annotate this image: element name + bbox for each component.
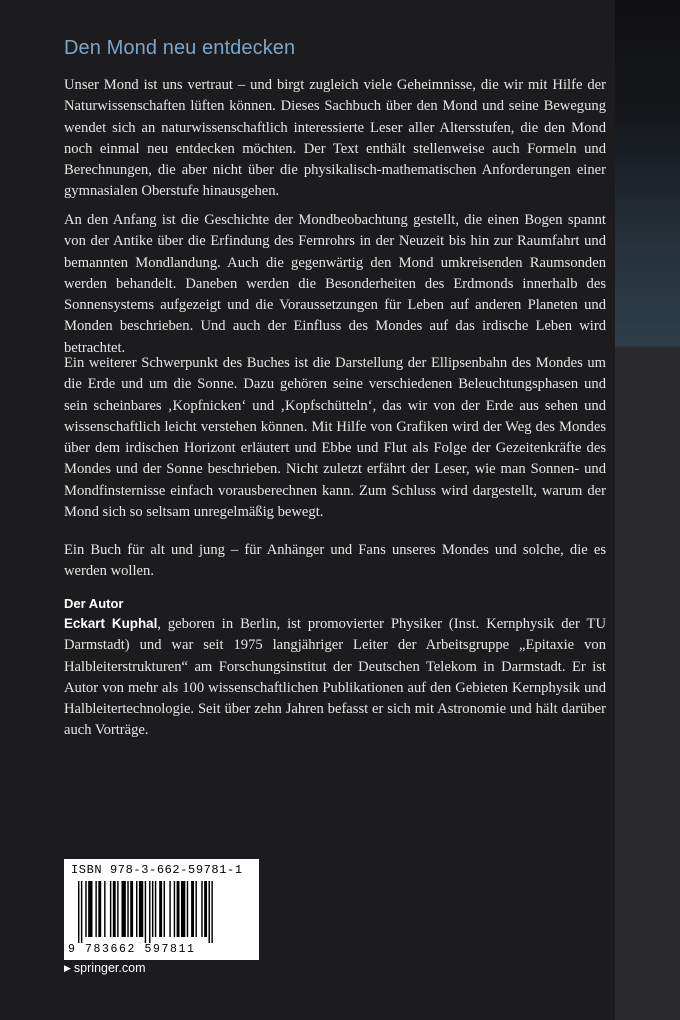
barcode-bar — [149, 881, 150, 943]
barcode-bar — [169, 881, 170, 937]
barcode-bar — [78, 881, 79, 943]
barcode-bar — [104, 881, 105, 937]
barcode-bar — [181, 881, 185, 937]
barcode-bar — [98, 881, 101, 937]
barcode-bar — [195, 881, 196, 937]
barcode-digits: 9 783662 597811 — [68, 943, 196, 956]
barcode-bar — [174, 881, 175, 937]
page-title: Den Mond neu entdecken — [64, 37, 296, 59]
barcode-bar — [110, 881, 111, 937]
barcode-bar — [139, 881, 143, 937]
publisher-link[interactable] — [64, 961, 145, 975]
arrow-right-icon: ▶ — [64, 963, 71, 973]
barcode-bar — [117, 881, 118, 937]
barcode-bar — [130, 881, 133, 937]
barcode-bar — [81, 881, 82, 943]
blurb-paragraph-2: An den Anfang ist die Geschichte der Mondbeobachtung gestellt, die einen Bogen spannt von der Antike über die Erfindung des Fernrohrs in der Neuzeit bis hin zur Raumfahrt und bemannten Mondlandung. Auch die gegenwärtig den Mond umkreisenden Raumsonden werden behandelt. Daneben werden die Besonderheiten des Erdmonds innerhalb des Sonnensystems aufgezeigt und die Voraussetzungen für Leben auf anderen Planeten und Monden beschrieben. Und auch der Einfluss des Mondes auf das irdische Leben wird betrachtet. — [64, 212, 606, 356]
barcode-bar — [88, 881, 92, 937]
author-bio — [64, 613, 606, 742]
isbn-barcode — [64, 859, 259, 960]
cover-edge-strip — [615, 0, 680, 1020]
barcode-bar — [201, 881, 202, 937]
barcode-bar — [191, 881, 194, 937]
barcode-bar — [136, 881, 137, 937]
blurb-paragraph-3: Ein weiterer Schwerpunkt des Buches ist die Darstellung der Ellipsenbahn des Mondes um die Erde und um die Sonne. Dazu gehören seine verschiedenen Beleuchtungsphasen und sein scheinbares ‚Kopfnicken‘ und ‚Kopfschütteln‘, das wir von der Erde aus sehen und wissenschaftlich leicht verstehen können. Mit Hilfe von Grafiken wird der Weg des Mondes über dem irdischen Horizont erläutert und Ebbe und Flut als Folge der Gezeitenkräfte des Mondes und der Sonne beschrieben. Nicht zuletzt erfährt der Leser, wie man Sonnen- und Mondfinsternisse einfach vorausberechnen kann. Zum Schluss wird dargestellt, warum der Mond sich so seltsam unregelmäßig bewegt. — [64, 355, 606, 521]
barcode-bar — [155, 881, 156, 937]
barcode-bar — [164, 881, 165, 937]
barcode-bar — [85, 881, 86, 937]
blurb-paragraph-1: Unser Mond ist uns vertraut – und birgt zugleich viele Geheimnisse, die wir mit Hilfe der Naturwissenschaften lüften können. Dieses Sachbuch über den Mond und seine Bewegung wendet sich an naturwissenschaftlich interessierte Leser aller Altersstufen, die den Mond noch einmal neu entdecken möchten. Der Text enthält stellenweise auch Formeln und Berechnungen, die aber nicht über die physikalisch-mathematischen Anforderungen einer gymnasialen Oberstufe hinausgehen. — [64, 77, 606, 200]
author-bio-text: , geboren in Berlin, ist promovierter Physiker (Inst. Kernphysik der TU Darmstadt) und war seit 1975 langjähriger Leiter der Arbeitsgruppe „Epitaxie von Halbleiterstrukturen“ am Forschungsinstitut der Deutschen Telekom in Darmstadt. Er ist Autor von mehr als 100 wissenschaftlichen Publikationen auf den Gebieten Kernphysik und Halbleitertechnologie. Seit über zehn Jahren befasst er sich mit Astronomie und hält darüber auch Vorträge. — [64, 616, 606, 739]
barcode-bar — [127, 881, 128, 937]
author-heading: Der Autor — [64, 596, 124, 611]
barcode-bar — [152, 881, 153, 937]
barcode-bar — [95, 881, 96, 937]
barcode-bar — [159, 881, 162, 937]
blurb-paragraph-4: Ein Buch für alt und jung – für Anhänger und Fans unseres Mondes und solche, die es werden wollen. — [64, 542, 606, 580]
barcode-bars — [70, 881, 253, 943]
barcode-bar — [211, 881, 212, 943]
barcode-bar — [177, 881, 180, 937]
publisher-url: springer.com — [73, 961, 146, 975]
author-name: Eckart Kuphal — [64, 616, 158, 631]
isbn-label: ISBN 978-3-662-59781-1 — [71, 863, 243, 877]
barcode-bar — [204, 881, 207, 937]
barcode-bar — [209, 881, 210, 943]
barcode-bar — [113, 881, 116, 937]
barcode-bar — [145, 881, 146, 943]
barcode-bar — [122, 881, 126, 937]
barcode-bar — [187, 881, 188, 937]
